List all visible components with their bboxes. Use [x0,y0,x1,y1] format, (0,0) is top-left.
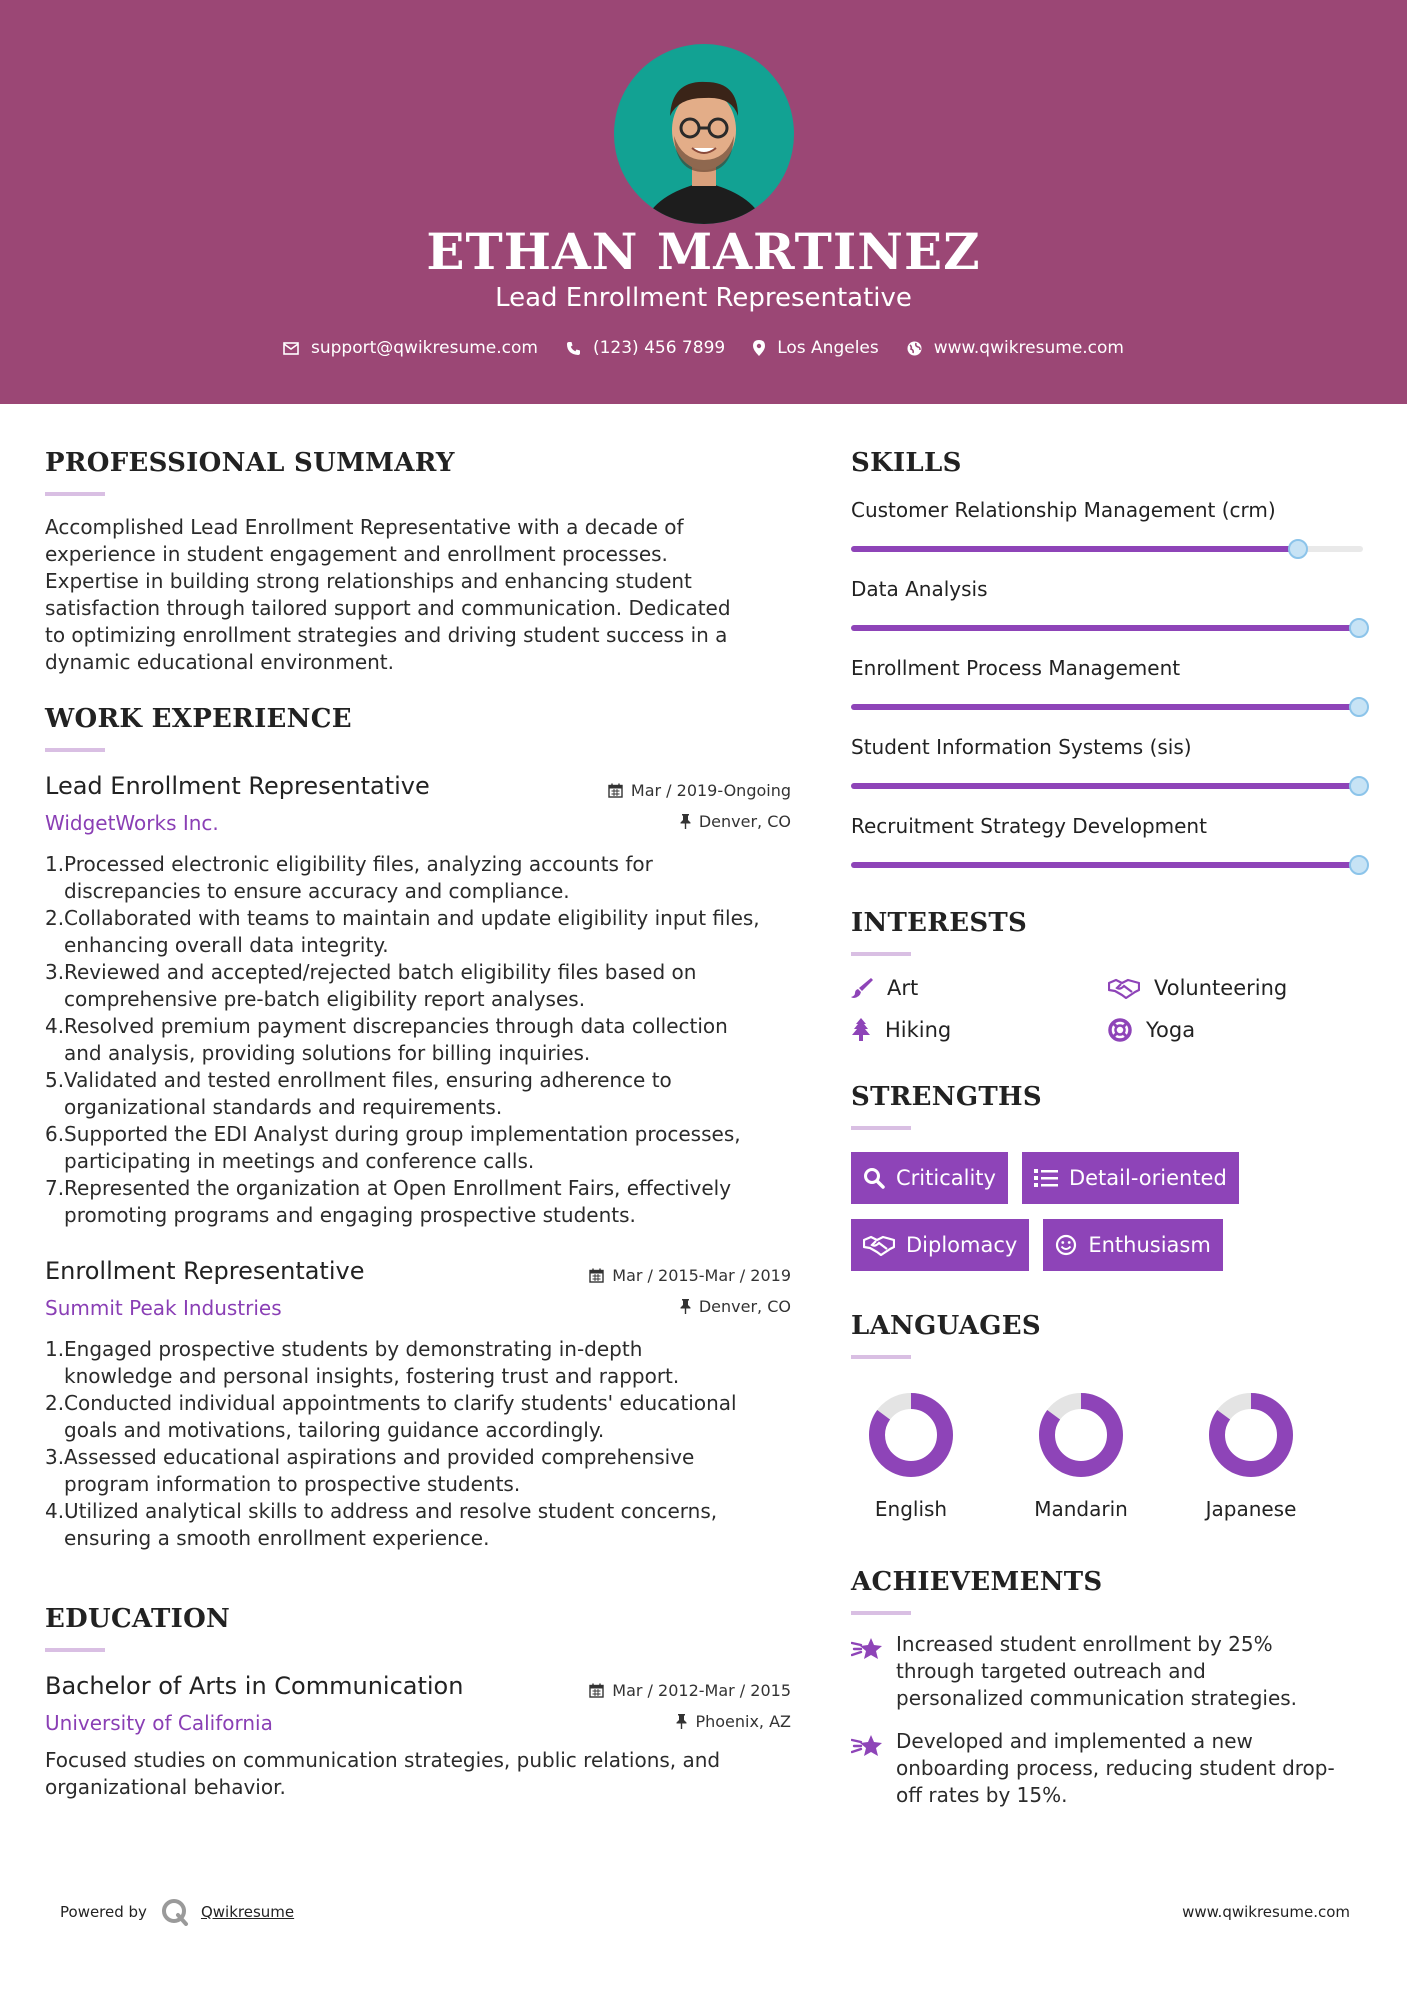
contact-email-text: support@qwikresume.com [311,338,538,358]
calendar-icon [589,1268,604,1283]
tree-icon [851,1018,871,1042]
strength-label: Detail-oriented [1068,1166,1227,1190]
map-pin-icon [753,340,765,356]
summary-line: Expertise in building strong relationships and enhancing student [45,569,692,593]
handshake-icon [1108,977,1140,999]
powered-by-label: Powered by [60,1903,147,1921]
smile-icon [1055,1234,1077,1256]
language-name: Japanese [1205,1497,1297,1521]
calendar-icon [608,783,623,798]
list-item: 6. Supported the EDI Analyst during group implementation processes, participating in meetings and conference calls. [45,1122,741,1173]
degree-title: Bachelor of Arts in Communication [45,1672,464,1700]
search-icon [863,1167,885,1189]
interest-label: Hiking [885,1018,952,1042]
list-item: 3. Assessed educational aspirations and provided comprehensive program information to prospective students. [45,1445,695,1496]
skill-name: Student Information Systems (sis) [851,735,1192,759]
qwikresume-logo-icon [161,1898,189,1926]
skill-level-handle [1349,697,1369,717]
language-item [1191,1389,1361,1521]
interest-item [1108,1018,1365,1042]
achievement-item [851,1728,1371,1809]
education-section [45,1604,791,1801]
languages-heading: LANGUAGES [851,1311,1041,1341]
contact-website[interactable] [907,338,1124,358]
skill-item [851,735,1371,789]
summary-section [45,448,791,676]
language-level-donut [1205,1389,1297,1481]
interests-heading: INTERESTS [851,908,1028,938]
strength-label: Diplomacy [906,1233,1018,1257]
summary-underline [45,492,105,496]
list-item: 3. Reviewed and accepted/rejected batch eligibility files based on comprehensive pre-batch eligibility report analyses. [45,960,697,1011]
job-location: Denver, CO [698,811,791,831]
skills-list [851,498,1371,868]
language-level-donut [865,1389,957,1481]
contact-location [753,338,879,358]
skill-item [851,577,1371,631]
page-footer [60,1898,1350,1926]
strength-tag [851,1219,1029,1271]
job-role: Enrollment Representative [45,1257,365,1285]
shooting-star-icon [851,1636,883,1662]
interests-underline [851,952,911,956]
interest-item [1108,976,1365,1000]
achievement-line: onboarding process, reducing student drop- [896,1756,1335,1780]
summary-line: to optimizing enrollment strategies and driving student success in a [45,623,728,647]
job-dates: Mar / 2015-Mar / 2019 [612,1265,791,1285]
education-location: Phoenix, AZ [695,1711,791,1731]
experience-section [45,704,791,1552]
strength-tag [851,1152,1008,1204]
skill-bar-fill [851,862,1359,868]
list-item: 5. Validated and tested enrollment files, ensuring adherence to organizational standards and requirements. [45,1068,672,1119]
languages-section [851,1311,1371,1521]
brand-link[interactable]: Qwikresume [200,1903,295,1921]
skill-name: Customer Relationship Management (crm) [851,498,1276,522]
skill-bar [851,625,1363,631]
person-avatar-icon [614,44,794,224]
skill-name: Data Analysis [851,577,988,601]
summary-heading: PROFESSIONAL SUMMARY [45,448,455,478]
skill-bar [851,546,1363,552]
achievement-line: off rates by 15%. [896,1783,1068,1807]
job-dates: Mar / 2019-Ongoing [630,780,791,800]
strengths-section [851,1082,1371,1271]
job-company[interactable]: Summit Peak Industries [45,1296,282,1320]
list-item: 7. Represented the organization at Open Enrollment Fairs, effectively promoting programs and engaging prospective students. [45,1176,732,1227]
education-dates: Mar / 2012-Mar / 2015 [612,1680,791,1700]
footer-site-link[interactable]: www.qwikresume.com [1182,1903,1350,1921]
contact-email[interactable] [283,338,538,358]
candidate-name: ETHAN MARTINEZ [426,222,981,281]
achievements-underline [851,1611,911,1615]
skill-bar-fill [851,625,1359,631]
phone-icon [566,341,581,356]
life-ring-icon [1108,1018,1132,1042]
skills-section [851,448,1371,868]
achievement-item [851,1631,1371,1712]
contact-website-text: www.qwikresume.com [933,338,1124,358]
interest-item [851,1018,1108,1042]
strength-label: Enthusiasm [1088,1233,1211,1257]
languages-list [851,1389,1371,1521]
list-item: 4. Resolved premium payment discrepancies through data collection and analysis, providing solutions for billing inquiries. [45,1014,728,1065]
job-company[interactable]: WidgetWorks Inc. [45,811,219,835]
achievement-line: Developed and implemented a new [896,1729,1253,1753]
skill-bar-fill [851,704,1359,710]
profile-photo [614,44,794,224]
list-item: 1. Processed electronic eligibility files, analyzing accounts for discrepancies to ensure accuracy and compliance. [45,852,653,903]
skill-name: Recruitment Strategy Development [851,814,1207,838]
summary-line: satisfaction through tailored support and communication. Dedicated [45,596,731,620]
languages-underline [851,1355,911,1359]
resume-header [0,0,1407,404]
interest-label: Volunteering [1154,976,1288,1000]
strength-tag [1043,1219,1222,1271]
pushpin-icon [676,1714,687,1729]
achievement-line: through targeted outreach and [896,1659,1206,1683]
skills-heading: SKILLS [851,448,962,478]
calendar-icon [589,1683,604,1698]
language-item [851,1389,1021,1521]
contact-location-text: Los Angeles [777,338,879,358]
skill-bar [851,783,1363,789]
paintbrush-icon [851,977,873,999]
left-column [45,404,791,1801]
summary-line: dynamic educational environment. [45,650,394,674]
education-underline [45,1648,105,1652]
skill-item [851,498,1371,552]
pushpin-icon [680,814,691,829]
summary-line: experience in student engagement and enrollment processes. [45,542,668,566]
skill-level-handle [1349,776,1369,796]
interest-label: Art [887,976,919,1000]
list-item: 2. Collaborated with teams to maintain and update eligibility input files, enhancing overall data integrity. [45,906,760,957]
job-role: Lead Enrollment Representative [45,772,430,800]
job-entry [45,1257,791,1552]
skill-bar [851,704,1363,710]
skill-level-handle [1349,618,1369,638]
experience-heading: WORK EXPERIENCE [45,704,352,734]
interest-label: Yoga [1146,1018,1196,1042]
language-name: English [874,1497,948,1521]
skill-item [851,656,1371,710]
language-name: Mandarin [1034,1497,1128,1521]
skill-name: Enrollment Process Management [851,656,1181,680]
contact-phone[interactable] [566,338,725,358]
envelope-icon [283,342,299,355]
education-line: organizational behavior. [45,1775,286,1799]
experience-underline [45,748,105,752]
interests-section [851,908,1371,1042]
skill-level-handle [1288,539,1308,559]
contact-phone-text: (123) 456 7899 [592,338,726,358]
achievements-section [851,1567,1371,1809]
strength-tag [1022,1152,1239,1204]
globe-icon [907,341,922,356]
education-heading: EDUCATION [45,1604,231,1634]
job-entry [45,772,791,1229]
language-level-donut [1035,1389,1127,1481]
skill-bar-fill [851,783,1359,789]
achievement-line: personalized communication strategies. [896,1686,1298,1710]
skill-item [851,814,1371,868]
skill-bar [851,862,1363,868]
interest-item [851,976,1108,1000]
shooting-star-icon [851,1733,883,1759]
education-description [45,1747,791,1801]
contact-bar [0,338,1407,358]
achievement-line: Increased student enrollment by 25% [896,1632,1273,1656]
list-item: 2. Conducted individual appointments to clarify students' educational goals and motivations, tailoring guidance accordingly. [45,1391,737,1442]
education-entry [45,1672,791,1801]
summary-text [45,514,791,676]
pushpin-icon [680,1299,691,1314]
school-name[interactable]: University of California [45,1711,273,1735]
candidate-title: Lead Enrollment Representative [495,283,912,313]
strengths-list [851,1152,1371,1271]
skill-bar-fill [851,546,1298,552]
powered-by [60,1898,294,1926]
interests-list [851,976,1371,1042]
strengths-underline [851,1126,911,1130]
job-bullets [45,1336,791,1552]
education-line: Focused studies on communication strategies, public relations, and [45,1748,721,1772]
list-icon [1034,1168,1058,1188]
strengths-heading: STRENGTHS [851,1082,1042,1112]
strength-label: Criticality [896,1166,996,1190]
job-bullets [45,851,791,1229]
job-location: Denver, CO [698,1296,791,1316]
list-item: 4. Utilized analytical skills to address and resolve student concerns, ensuring a smooth enrollment experience. [45,1499,718,1550]
handshake-icon [863,1234,895,1256]
language-item [1021,1389,1191,1521]
skill-level-handle [1349,855,1369,875]
list-item: 1. Engaged prospective students by demonstrating in-depth knowledge and personal insights, fostering trust and rapport. [45,1337,680,1388]
right-column [851,404,1371,1809]
summary-line: Accomplished Lead Enrollment Representative with a decade of [45,515,684,539]
achievements-heading: ACHIEVEMENTS [851,1567,1103,1597]
